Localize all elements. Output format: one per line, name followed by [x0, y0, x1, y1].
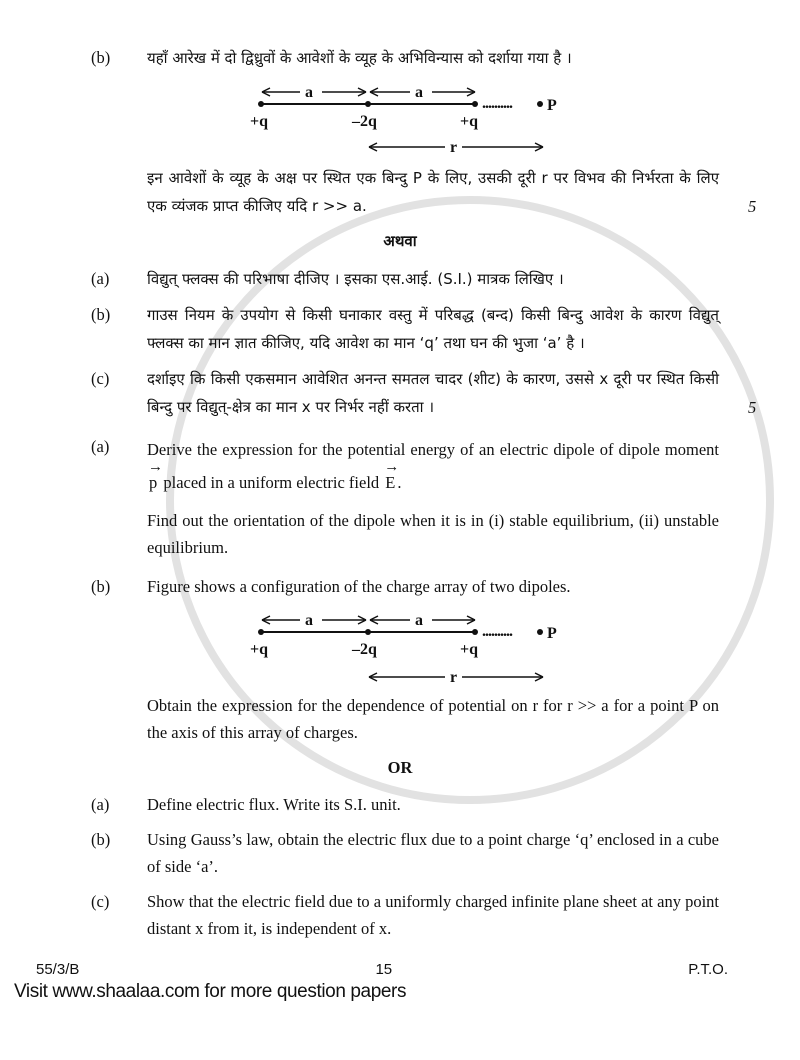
label-a: a: [415, 612, 423, 629]
question-text: Figure shows a configuration of the charge array of two dipoles.: [147, 577, 571, 596]
question-label: (b): [91, 830, 111, 849]
label-a: a: [415, 84, 423, 101]
question-text: गाउस नियम के उपयोग से किसी घनाकार वस्तु में परिबद्ध (बन्द) किसी बिन्दु आवेश के कारण विद्युत् फ्लक्स का मान ज्ञात कीजिए, यदि आवेश का मान ‘q’ तथा घन की भुजा ‘a’ है ।: [147, 306, 719, 352]
question-text: विद्युत् फ्लक्स की परिभाषा दीजिए । इसका एस.आई. (S.I.) मात्रक लिखिए ।: [147, 270, 564, 288]
distance-arrow-a1: [262, 616, 366, 624]
charge-label: –2q: [352, 113, 377, 130]
question-label: (c): [91, 892, 110, 911]
question-text: [147, 433, 719, 499]
label-a: a: [305, 612, 313, 629]
label-p: P: [547, 625, 557, 642]
text-part: .: [397, 473, 402, 492]
marks: 5: [748, 197, 757, 216]
charge-label: +q: [250, 641, 269, 658]
charge-point: [472, 101, 478, 107]
point-p: [537, 101, 543, 107]
question-block: [0, 791, 800, 818]
question-block: [0, 265, 800, 293]
question-label: (b): [91, 48, 111, 67]
visit-link[interactable]: Visit www.shaalaa.com for more question papers: [14, 981, 407, 1002]
dotted-line: ..........: [482, 623, 512, 640]
charge-point: [258, 629, 264, 635]
point-p: [537, 629, 543, 635]
question-block: [0, 164, 800, 220]
question-text: इन आवेशों के व्यूह के अक्ष पर स्थित एक बिन्दु P के लिए, उसकी दूरी r पर विभव की निर्भरता के लिए एक व्यंजक प्राप्त कीजिए यदि r >> a.: [147, 169, 719, 215]
charge-point: [472, 629, 478, 635]
label-p: P: [547, 97, 557, 114]
charge-label: +q: [460, 641, 479, 658]
question-block: [0, 826, 800, 880]
charge-label: +q: [460, 113, 479, 130]
charge-label: +q: [250, 113, 269, 130]
question-block: [0, 44, 800, 72]
paper-code: 55/3/B: [36, 961, 80, 978]
charge-point: [365, 101, 371, 107]
question-label: (c): [91, 369, 110, 388]
question-text: Find out the orientation of the dipole when it is in (i) stable equilibrium, (ii) unstable equilibrium.: [147, 511, 719, 557]
question-block: [0, 692, 800, 746]
question-block: [0, 433, 800, 499]
charge-point: [258, 101, 264, 107]
question-block: [0, 573, 800, 600]
distance-arrow-a1: [262, 88, 366, 96]
question-label: (a): [91, 269, 110, 288]
question-block: [0, 365, 800, 421]
text-part: placed in a uniform electric field: [163, 473, 380, 492]
question-block: [0, 507, 800, 561]
question-label: (a): [91, 795, 110, 814]
question-text: यहाँ आरेख में दो द्विध्रुवों के आवेशों के व्यूह के अभिविन्यास को दर्शाया गया है ।: [147, 49, 572, 67]
charge-point: [365, 629, 371, 635]
charge-array-diagram: [0, 608, 800, 688]
pto: P.T.O.: [688, 961, 728, 978]
text-part: Derive the expression for the potential energy of an electric dipole of dipole moment: [147, 440, 719, 459]
question-label: (b): [91, 305, 111, 324]
question-text: Define electric flux. Write its S.I. unit.: [147, 795, 401, 814]
question-label: (b): [91, 577, 111, 596]
question-block: [0, 301, 800, 357]
label-r: r: [450, 139, 458, 156]
or-heading: अथवा: [383, 232, 417, 250]
question-text: Show that the electric field due to a uniformly charged infinite plane sheet at any point distant x from it, is independent of x.: [147, 892, 719, 938]
question-block: [0, 888, 800, 942]
question-text: Obtain the expression for the dependence of potential on r for r >> a for a point P on the axis of this array of charges.: [147, 696, 719, 742]
vector-e: → E: [383, 466, 397, 499]
question-text: दर्शाइए कि किसी एकसमान आवेशित अनन्त समतल चादर (शीट) के कारण, उससे x दूरी पर स्थित किसी बिन्दु पर विद्युत्-क्षेत्र का मान x पर निर्भर नहीं करता ।: [147, 370, 719, 416]
marks: 5: [748, 398, 757, 417]
question-text: Using Gauss’s law, obtain the electric flux due to a point charge ‘q’ enclosed in a cube of side ‘a’.: [147, 830, 719, 876]
footer: [0, 960, 800, 980]
or-heading: OR: [387, 758, 413, 777]
vector-p: → p: [147, 466, 159, 499]
dotted-line: ..........: [482, 95, 512, 112]
charge-array-diagram: [0, 80, 800, 160]
label-r: r: [450, 669, 458, 686]
question-label: (a): [91, 437, 110, 456]
label-a: a: [305, 84, 313, 101]
charge-label: –2q: [352, 641, 377, 658]
page-number: 15: [375, 961, 393, 978]
